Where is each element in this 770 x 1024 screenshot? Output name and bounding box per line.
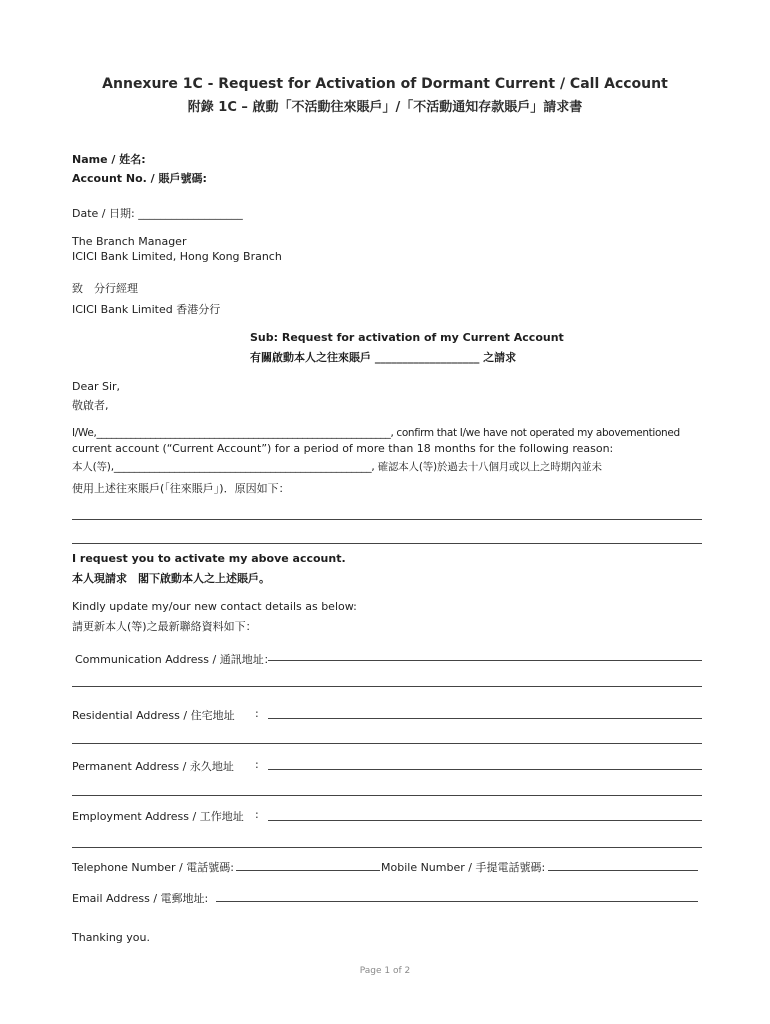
body-line-4: 使用上述往來賬戶(「往來賬戶」)．原因如下： (72, 482, 290, 495)
employment-colon: : (255, 808, 259, 821)
subject-chinese: 有關啟動本人之往來賬戶 ___________________ 之請求 (250, 351, 517, 364)
title-english: Annexure 1C - Request for Activation of Dormant Current / Call Account (102, 76, 668, 92)
mobile-field[interactable] (548, 870, 698, 871)
body-line-2: current account (“Current Account”) for a period of more than 18 months for the following reason: (72, 442, 614, 455)
residential-colon: : (255, 707, 259, 720)
recipient-zh-2: ICICI Bank Limited 香港分行 (72, 303, 221, 316)
reason-line[interactable] (72, 543, 702, 544)
salutation-chinese: 敬啟者, (72, 399, 109, 412)
telephone-label: Telephone Number / 電話號碼: (72, 861, 234, 874)
employment-address-field[interactable] (268, 820, 702, 821)
permanent-colon: : (255, 758, 259, 771)
residential-address-field-2[interactable] (72, 743, 702, 744)
communication-address-field-2[interactable] (72, 686, 702, 687)
employment-address-label: Employment Address / 工作地址 (72, 810, 244, 823)
title-chinese: 附錄 1C – 啟動「不活動往來賬戶」/「不活動通知存款賬戶」請求書 (187, 100, 583, 115)
email-label: Email Address / 電郵地址: (72, 892, 209, 905)
date-label: Date / 日期: ___________________ (72, 207, 243, 220)
recipient-line-1: The Branch Manager (72, 235, 187, 248)
employment-address-field-2[interactable] (72, 847, 702, 848)
permanent-address-label: Permanent Address / 永久地址 (72, 760, 234, 773)
body-line-3: 本人(等),___________________________________________________, 確認本人(等)於過去十八個月或以上之時期內並未 (72, 461, 602, 473)
salutation-english: Dear Sir, (72, 380, 121, 393)
update-english: Kindly update my/our new contact details as below: (72, 600, 357, 613)
permanent-address-field[interactable] (268, 769, 702, 770)
permanent-address-field-2[interactable] (72, 795, 702, 796)
request-chinese: 本人現請求 閣下啟動本人之上述賬戶。 (72, 572, 270, 585)
residential-address-field[interactable] (268, 718, 702, 719)
request-english: I request you to activate my above account. (72, 552, 346, 565)
page-number: Page 1 of 2 (359, 966, 411, 976)
name-label: Name / 姓名: (72, 153, 146, 166)
email-field[interactable] (216, 901, 698, 902)
closing-text: Thanking you. (72, 931, 150, 944)
communication-address-label: Communication Address / 通訊地址： (75, 653, 275, 666)
telephone-field[interactable] (236, 870, 380, 871)
recipient-line-2: ICICI Bank Limited, Hong Kong Branch (72, 250, 282, 263)
communication-address-field[interactable] (268, 660, 702, 661)
account-label: Account No. / 賬戶號碼: (72, 172, 207, 185)
body-line-1: I/We,____________________________________________________________, confirm that I/we have not operated my abovementioned (72, 427, 680, 439)
residential-address-label: Residential Address / 住宅地址 (72, 709, 235, 722)
subject-english: Sub: Request for activation of my Current Account (250, 331, 564, 344)
update-chinese: 請更新本人(等)之最新聯絡資料如下： (72, 620, 257, 633)
mobile-label: Mobile Number / 手提電話號碼: (381, 861, 546, 874)
reason-line[interactable] (72, 519, 702, 520)
recipient-zh-1: 致 分行經理 (72, 282, 138, 295)
